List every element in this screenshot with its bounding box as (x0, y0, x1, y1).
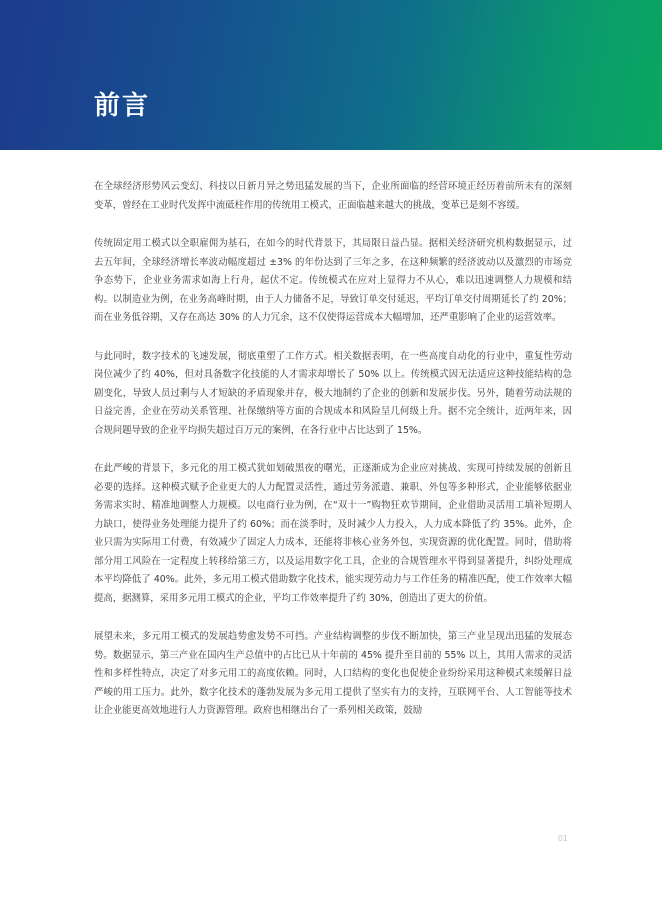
page-number: 01 (557, 834, 568, 843)
header-banner (0, 0, 662, 150)
paragraph-2: 传统固定用工模式以全职雇佣为基石，在如今的时代背景下，其局限日益凸显。据相关经济研究机构数据显示，过去五年间，全球经济增长率波动幅度超过 ±3% 的年份达到了三年之多，在这种频繁的经济波动以及激烈的市场竞争态势下，企业业务需求如海上行舟，起伏不定。传统模式在应对上显得力不从心，难以迅速调整人力规模和结构。以制造业为例，在业务高峰时期，由于人力储备不足，导致订单交付延迟，平均订单交付周期延长了约 20%；而在业务低谷期，又存在高达 30% 的人力冗余，这不仅使得运营成本大幅增加，还严重影响了企业的运营效率。 (94, 238, 572, 323)
paragraph-5: 展望未来，多元用工模式的发展趋势愈发势不可挡。产业结构调整的步伐不断加快，第三产业呈现出迅猛的发展态势。数据显示，第三产业在国内生产总值中的占比已从十年前的 45% 提升至目前的 55% 以上，其用人需求的灵活性和多样性特点，决定了对多元用工的高度依赖。同时，人口结构的变化也促使企业纷纷采用这种模式来缓解日益严峻的用工压力。此外，数字化技术的蓬勃发展为多元用工提供了坚实有力的支持，互联网平台、人工智能等技术让企业能更高效地进行人力资源管理。政府也相继出台了一系列相关政策，鼓励 (94, 631, 572, 716)
document-body (94, 178, 572, 741)
paragraph-4: 在此严峻的背景下，多元化的用工模式犹如划破黑夜的曙光，正逐渐成为企业应对挑战、实现可持续发展的创新且必要的选择。这种模式赋予企业更大的人力配置灵活性，通过劳务派遣、兼职、外包等多种形式，企业能够依据业务需求实时、精准地调整人力规模。以电商行业为例，在“双十一”购物狂欢节期间，企业借助灵活用工填补短期人力缺口，使得业务处理能力提升了约 60%；而在淡季时，及时减少人力投入，人力成本降低了约 35%。此外，企业只需为实际用工付费，有效减少了固定人力成本，还能将非核心业务外包，实现资源的优化配置。同时，借助将部分用工风险在一定程度上转移给第三方，以及运用数字化工具，企业的合规管理水平得到显著提升，纠纷处理成本平均降低了 40%。此外，多元用工模式借助数字化技术，能实现劳动力与工作任务的精准匹配，使工作效率大幅提高，据测算，采用多元用工模式的企业，平均工作效率提升了约 30%，创造出了更大的价值。 (94, 463, 572, 604)
page-title: 前言 (94, 91, 151, 121)
paragraph-3: 与此同时，数字技术的飞速发展，彻底重塑了工作方式。相关数据表明，在一些高度自动化的行业中，重复性劳动岗位减少了约 40%，但对具备数字化技能的人才需求却增长了 50% 以上。传统模式因无法适应这种技能结构的急剧变化，导致人员过剩与人才短缺的矛盾现象并存，极大地制约了企业的创新和发展步伐。另外，随着劳动法规的日益完善，企业在劳动关系管理、社保缴纳等方面的合规成本和风险呈几何级上升。据不完全统计，近两年来，因合规问题导致的企业平均损失超过百万元的案例，在各行业中占比达到了 15%。 (94, 350, 572, 436)
paragraph-1: 在全球经济形势风云变幻、科技以日新月异之势迅猛发展的当下，企业所面临的经营环境正经历着前所未有的深刻变革，曾经在工业时代发挥中流砥柱作用的传统用工模式，正面临越来越大的挑战，变革已是刻不容缓。 (94, 181, 572, 211)
